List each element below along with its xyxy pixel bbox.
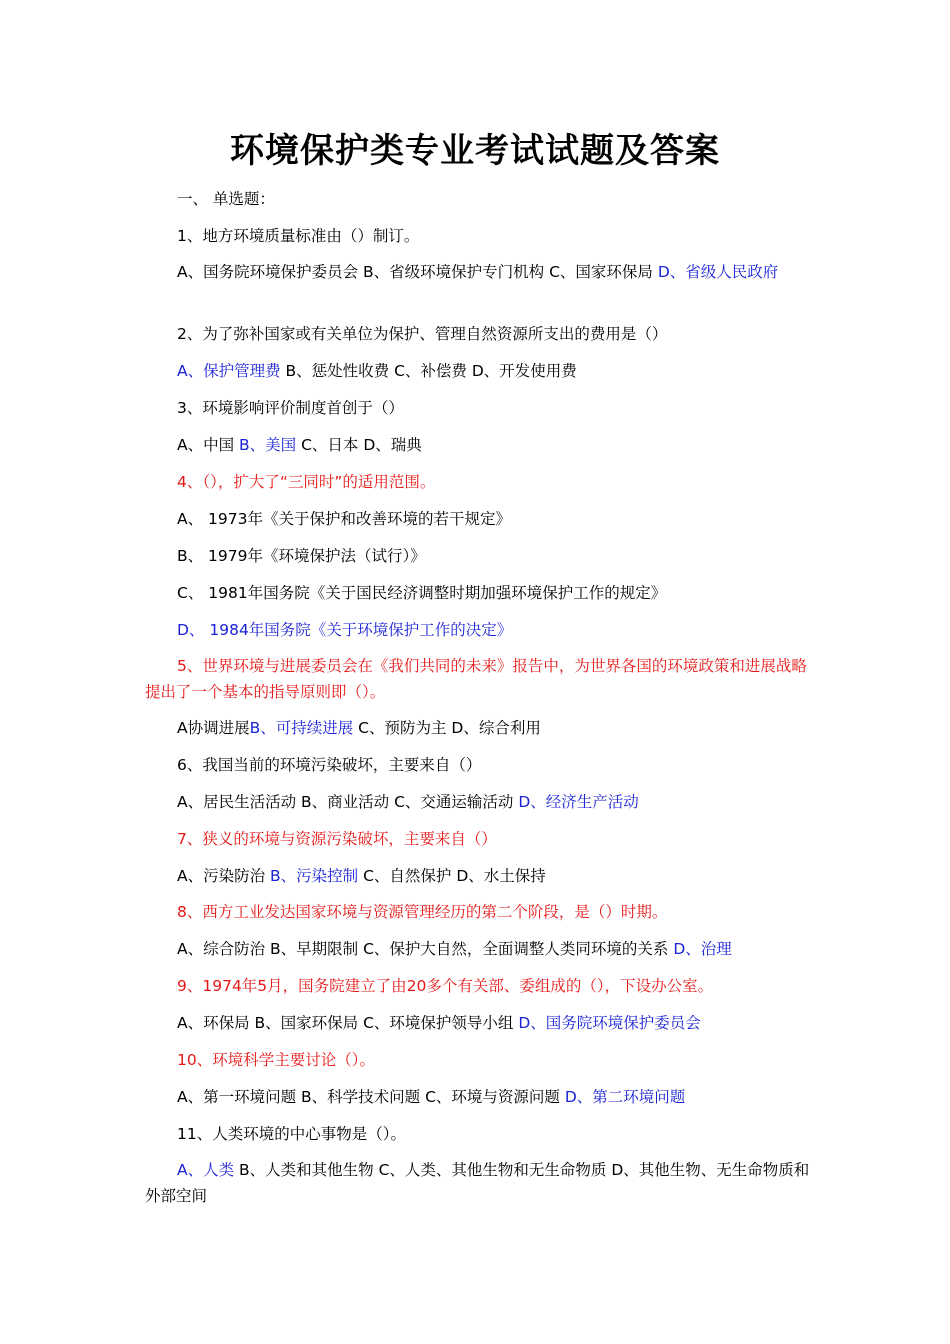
answer-text: D、国务院环境保护委员会 — [518, 1014, 701, 1032]
question-2: 2、为了弥补国家或有关单位为保护、管理自然资源所支出的费用是（） — [177, 325, 668, 343]
option-4b: B、 1979年《环境保护法（试行）》 — [177, 547, 426, 565]
answer-text: B、美国 — [239, 436, 297, 454]
options-text: A协调进展 — [177, 719, 250, 737]
options-text: C、日本 D、瑞典 — [296, 436, 422, 454]
answer-text: A、人类 — [177, 1161, 235, 1179]
answer-text: A、保护管理费 — [177, 362, 281, 380]
options-6 — [145, 789, 810, 815]
question-6: 6、我国当前的环境污染破坏，主要来自（） — [177, 756, 482, 774]
answer-text: D、第二环境问题 — [564, 1088, 686, 1106]
options-text: A、综合防治 B、早期限制 C、保护大自然，全面调整人类同环境的关系 — [177, 940, 674, 958]
answer-text: D、经济生产活动 — [518, 793, 639, 811]
options-7 — [145, 863, 810, 889]
options-text: A、环保局 B、国家环保局 C、环境保护领导小组 — [177, 1014, 519, 1032]
option-4c: C、 1981年国务院《关于国民经济调整时期加强环境保护工作的规定》 — [177, 584, 667, 602]
options-text: A、第一环境问题 B、科学技术问题 C、环境与资源问题 — [177, 1088, 565, 1106]
question-7: 7、狭义的环境与资源污染破坏，主要来自（） — [177, 830, 497, 848]
answer-text: B、污染控制 — [270, 867, 359, 885]
section-heading: 一、 单选题： — [177, 190, 275, 208]
options-10 — [145, 1084, 810, 1110]
options-text: C、预防为主 D、综合利用 — [353, 719, 541, 737]
options-text: B、惩处性收费 C、补偿费 D、开发使用费 — [280, 362, 577, 380]
options-text: C、自然保护 D、水土保持 — [358, 867, 546, 885]
question-8: 8、西方工业发达国家环境与资源管理经历的第二个阶段，是（）时期。 — [177, 903, 668, 921]
options-text: A、污染防治 — [177, 867, 271, 885]
question-1: 1、地方环境质量标准由（）制订。 — [177, 227, 420, 245]
options-text: A、居民生活活动 B、商业活动 C、交通运输活动 — [177, 793, 519, 811]
options-5 — [145, 715, 810, 741]
options-2 — [145, 358, 810, 384]
options-8 — [145, 936, 810, 962]
options-text: A、中国 — [177, 436, 240, 454]
options-9 — [145, 1010, 810, 1036]
question-4: 4、（），扩大了“三同时”的适用范围。 — [177, 473, 436, 491]
options-1 — [145, 259, 810, 285]
answer-text: B、可持续进展 — [249, 719, 354, 737]
question-3: 3、环境影响评价制度首创于（） — [177, 399, 404, 417]
question-10: 10、环境科学主要讨论（）。 — [177, 1051, 375, 1069]
option-4d-answer: D、 1984年国务院《关于环境保护工作的决定》 — [177, 621, 513, 639]
options-text: A、国务院环境保护委员会 B、省级环境保护专门机构 C、国家环保局 — [177, 263, 658, 281]
question-11: 11、人类环境的中心事物是（）。 — [177, 1125, 406, 1143]
option-4a: A、 1973年《关于保护和改善环境的若干规定》 — [177, 510, 511, 528]
document-title: 环境保护类专业考试试题及答案 — [230, 131, 720, 171]
answer-text: D、治理 — [673, 940, 732, 958]
options-3 — [145, 432, 810, 458]
question-5: 5、世界环境与进展委员会在《我们共同的未来》报告中，为世界各国的环境政策和进展战略提出了一个基本的指导原则即（）。 — [145, 657, 807, 701]
options-11 — [145, 1157, 810, 1209]
question-9: 9、1974年5月，国务院建立了由20多个有关部、委组成的（），下设办公室。 — [177, 977, 714, 995]
options-text: B、人类和其他生物 C、人类、其他生物和无生命物质 D、其他生物、无生命物质和外部空间 — [145, 1161, 810, 1205]
answer-text: D、省级人民政府 — [657, 263, 779, 281]
